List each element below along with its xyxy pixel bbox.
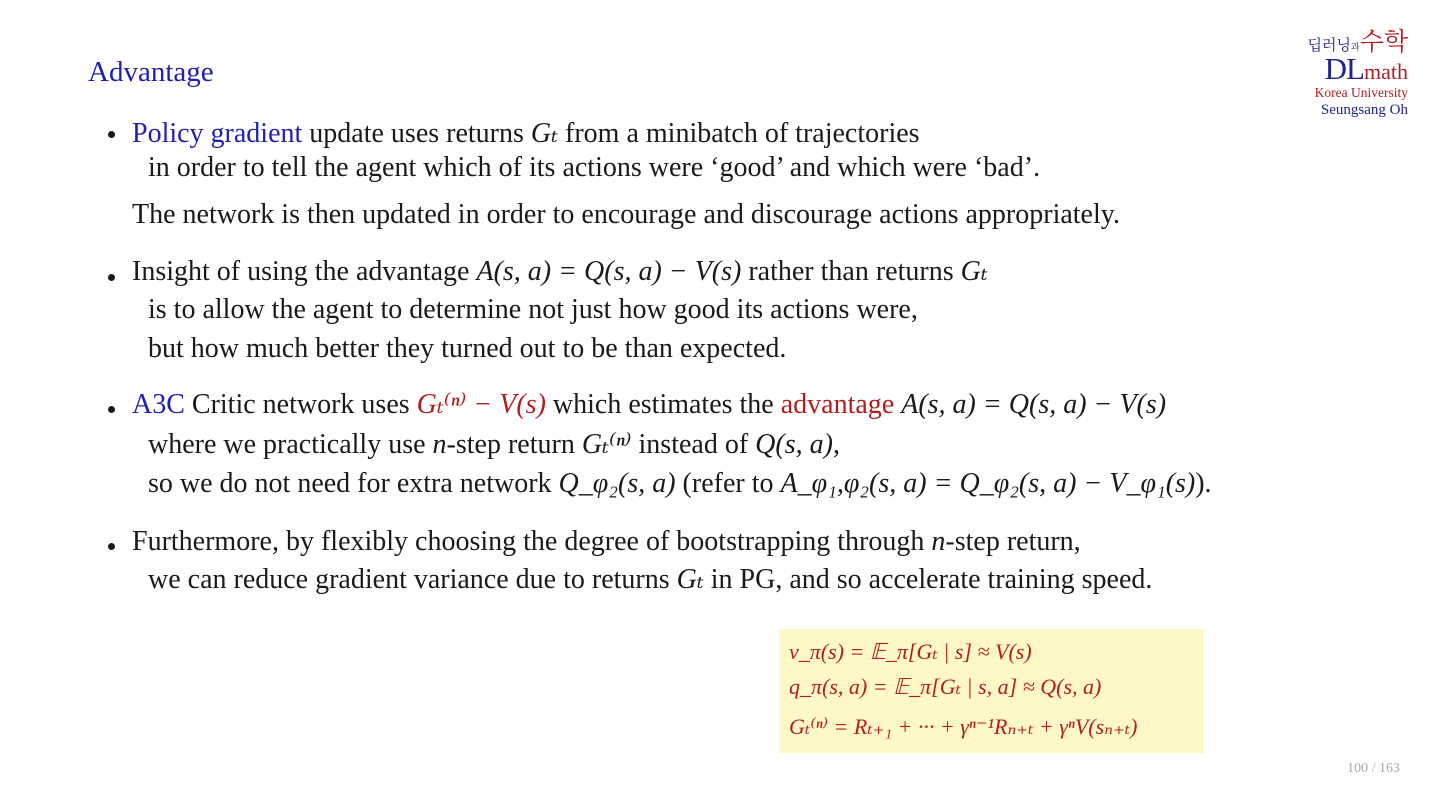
text-segment: so we do not need for extra network bbox=[148, 468, 559, 499]
advantage-term: advantage bbox=[780, 389, 895, 420]
formula-box bbox=[779, 629, 1204, 753]
bullet-3-line-3 bbox=[148, 467, 1212, 501]
text-segment: Insight of using the advantage bbox=[132, 256, 477, 287]
text-segment: , bbox=[832, 429, 840, 460]
text-segment: rather than returns bbox=[741, 256, 961, 287]
math-q-phi2: Q_φ₂(s, a) bbox=[558, 468, 676, 499]
logo-author: Seungsang Oh bbox=[1320, 101, 1408, 118]
text-segment: -step return bbox=[446, 429, 582, 460]
bullet-2-line-1 bbox=[132, 255, 988, 289]
text-segment: Critic network uses bbox=[184, 389, 417, 420]
text-segment: ). bbox=[1195, 468, 1212, 499]
logo-dl: DL bbox=[1324, 51, 1364, 86]
bullet-2-line-2 bbox=[148, 293, 918, 327]
bullet-3-line-2 bbox=[148, 428, 840, 462]
text-segment: in order to tell the agent which of its actions were ‘good’ and which were ‘bad’. bbox=[148, 152, 1041, 183]
math-advantage-phi: A_φ₁,φ₂(s, a) = Q_φ₂(s, a) − V_φ₁(s) bbox=[780, 468, 1196, 499]
logo-korean-gwa: 과 bbox=[1350, 42, 1360, 52]
logo-korean-small: 딥러닝 bbox=[1307, 38, 1351, 54]
formula-nstep-return: Gₜ⁽ⁿ⁾ = Rₜ₊₁ + ··· + γⁿ⁻¹Rₙ₊ₜ + γⁿV(sₙ₊ₜ) bbox=[789, 714, 1138, 739]
bullet-dot bbox=[108, 406, 115, 413]
text-segment: (refer to bbox=[675, 468, 781, 499]
bullet-dot bbox=[108, 131, 115, 138]
logo-university: Korea University bbox=[1314, 85, 1408, 100]
math-gt: Gₜ bbox=[960, 256, 988, 287]
bullet-1-line-3 bbox=[132, 198, 1120, 232]
math-nstep-return: Gₜ⁽ⁿ⁾ bbox=[581, 429, 632, 460]
a3c-term: A3C bbox=[132, 389, 185, 420]
formula-state-value: v_π(s) = 𝔼_π[Gₜ | s] ≈ V(s) bbox=[789, 639, 1032, 664]
formula-action-value: q_π(s, a) = 𝔼_π[Gₜ | s, a] ≈ Q(s, a) bbox=[789, 674, 1102, 699]
bullet-3-line-1 bbox=[132, 388, 1166, 422]
math-n: n bbox=[432, 429, 447, 460]
text-segment: -step return, bbox=[945, 526, 1081, 557]
text-segment: is to allow the agent to determine not just how good its actions were, bbox=[148, 294, 918, 325]
bullet-1-line-1 bbox=[132, 117, 920, 151]
text-segment: in PG, and so accelerate training speed. bbox=[703, 564, 1153, 595]
text-segment: but how much better they turned out to be than expected. bbox=[148, 333, 787, 364]
text-segment: instead of bbox=[631, 429, 756, 460]
bullet-4-line-1 bbox=[132, 525, 1081, 559]
bullet-dot bbox=[108, 274, 115, 281]
text-segment: from a minibatch of trajectories bbox=[558, 118, 920, 149]
math-q: Q(s, a) bbox=[755, 429, 833, 460]
math-gt: Gₜ bbox=[676, 564, 704, 595]
bullet-dot bbox=[108, 543, 115, 550]
text-segment: update uses returns bbox=[302, 118, 531, 149]
policy-gradient-term: Policy gradient bbox=[132, 118, 303, 149]
logo-korean-big: 수학 bbox=[1359, 29, 1408, 56]
text-segment: which estimates the bbox=[545, 389, 781, 420]
slide-title: Advantage bbox=[88, 56, 214, 88]
bullet-1-line-2 bbox=[148, 151, 1040, 185]
text-segment: where we practically use bbox=[148, 429, 433, 460]
text-segment: The network is then updated in order to encourage and discourage actions appropriately. bbox=[132, 199, 1120, 230]
math-advantage-definition: A(s, a) = Q(s, a) − V(s) bbox=[476, 256, 742, 287]
math-advantage-definition: A(s, a) = Q(s, a) − V(s) bbox=[901, 389, 1167, 420]
text-segment: Furthermore, by flexibly choosing the degree of bootstrapping through bbox=[132, 526, 932, 557]
page-number: 100 / 163 bbox=[1347, 761, 1400, 776]
bullet-4-line-2 bbox=[148, 563, 1152, 597]
text-segment: we can reduce gradient variance due to returns bbox=[148, 564, 677, 595]
math-n: n bbox=[931, 526, 946, 557]
math-gt: Gₜ bbox=[530, 118, 559, 149]
math-nstep-minus-value: Gₜ⁽ⁿ⁾ − V(s) bbox=[416, 389, 546, 420]
logo-math: math bbox=[1364, 59, 1408, 84]
bullet-2-line-3 bbox=[148, 332, 786, 366]
